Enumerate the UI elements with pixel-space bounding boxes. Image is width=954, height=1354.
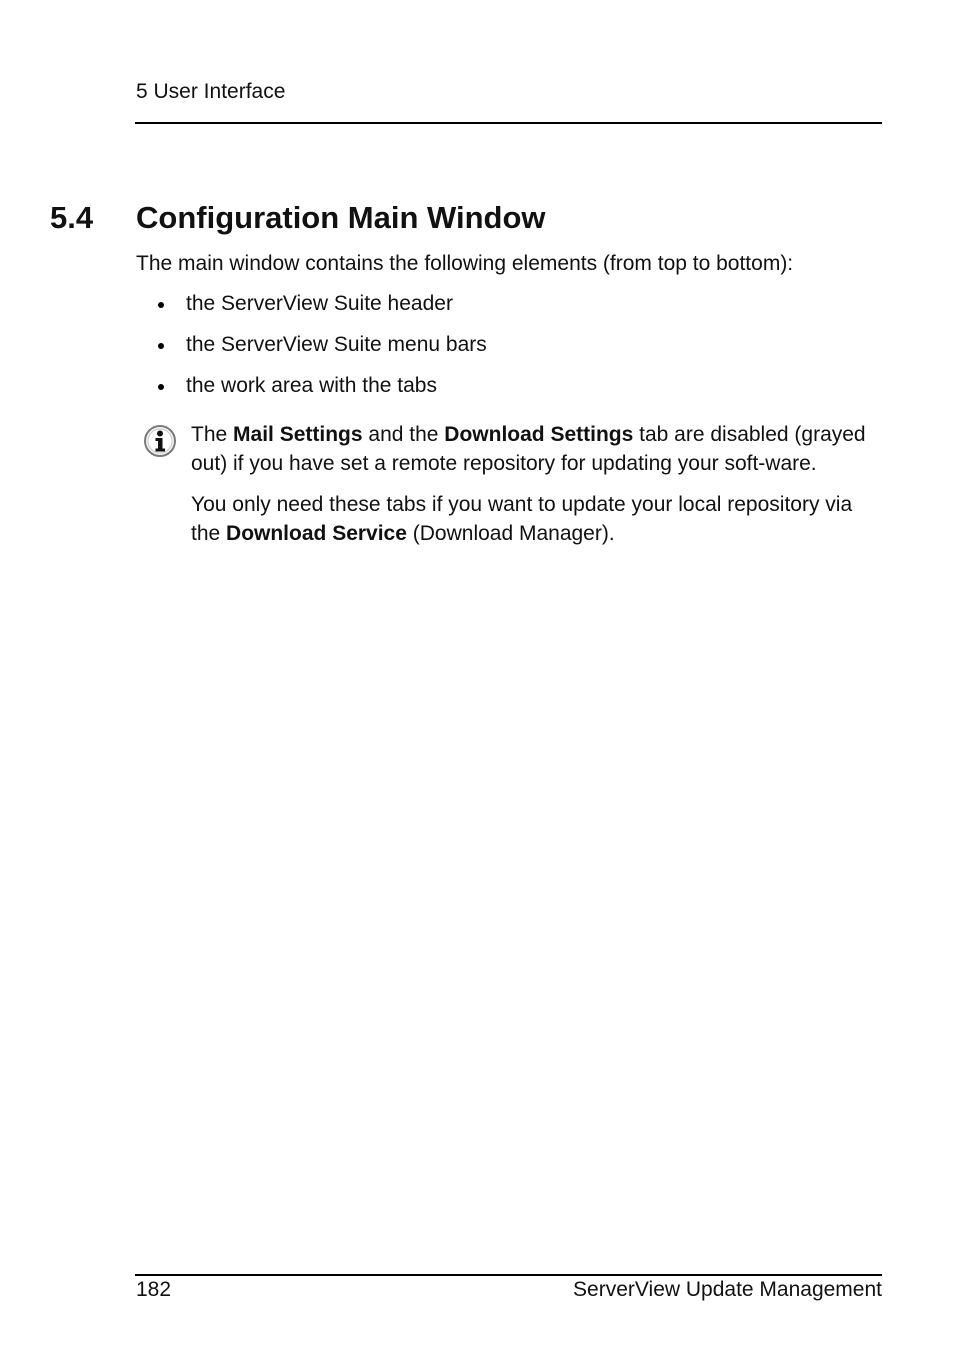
intro-paragraph: The main window contains the following elements (from top to bottom): — [136, 252, 794, 275]
note-text: You only need these tabs if you want to update your local repository via the — [191, 493, 853, 545]
list-item-text: the ServerView Suite menu bars — [186, 333, 487, 356]
mail-settings-term: Mail Settings — [233, 423, 363, 446]
info-note — [191, 420, 886, 560]
note-paragraph — [191, 490, 886, 548]
info-icon — [143, 424, 177, 458]
bullet-icon — [158, 302, 164, 308]
bullet-icon — [158, 343, 164, 349]
note-paragraph — [191, 420, 886, 478]
running-header: 5 User Interface — [136, 80, 286, 103]
list-item-text: the ServerView Suite header — [186, 292, 453, 315]
note-text: The — [191, 423, 234, 446]
list-item-text: the work area with the tabs — [186, 374, 437, 397]
note-text: (Download Manager). — [406, 522, 615, 545]
section-title: Configuration Main Window — [136, 200, 546, 235]
section-number: 5.4 — [50, 200, 94, 235]
header-rule — [135, 122, 882, 124]
note-text: and the — [362, 423, 445, 446]
note-text: tab are disabled (grayed out) if you have set a remote repository for updating your soft-ware. — [191, 423, 866, 475]
document-title: ServerView Update Management — [573, 1278, 882, 1301]
download-service-term: Download Service — [226, 522, 407, 545]
page-number: 182 — [136, 1278, 172, 1301]
bullet-icon — [158, 384, 164, 390]
download-settings-term: Download Settings — [444, 423, 634, 446]
